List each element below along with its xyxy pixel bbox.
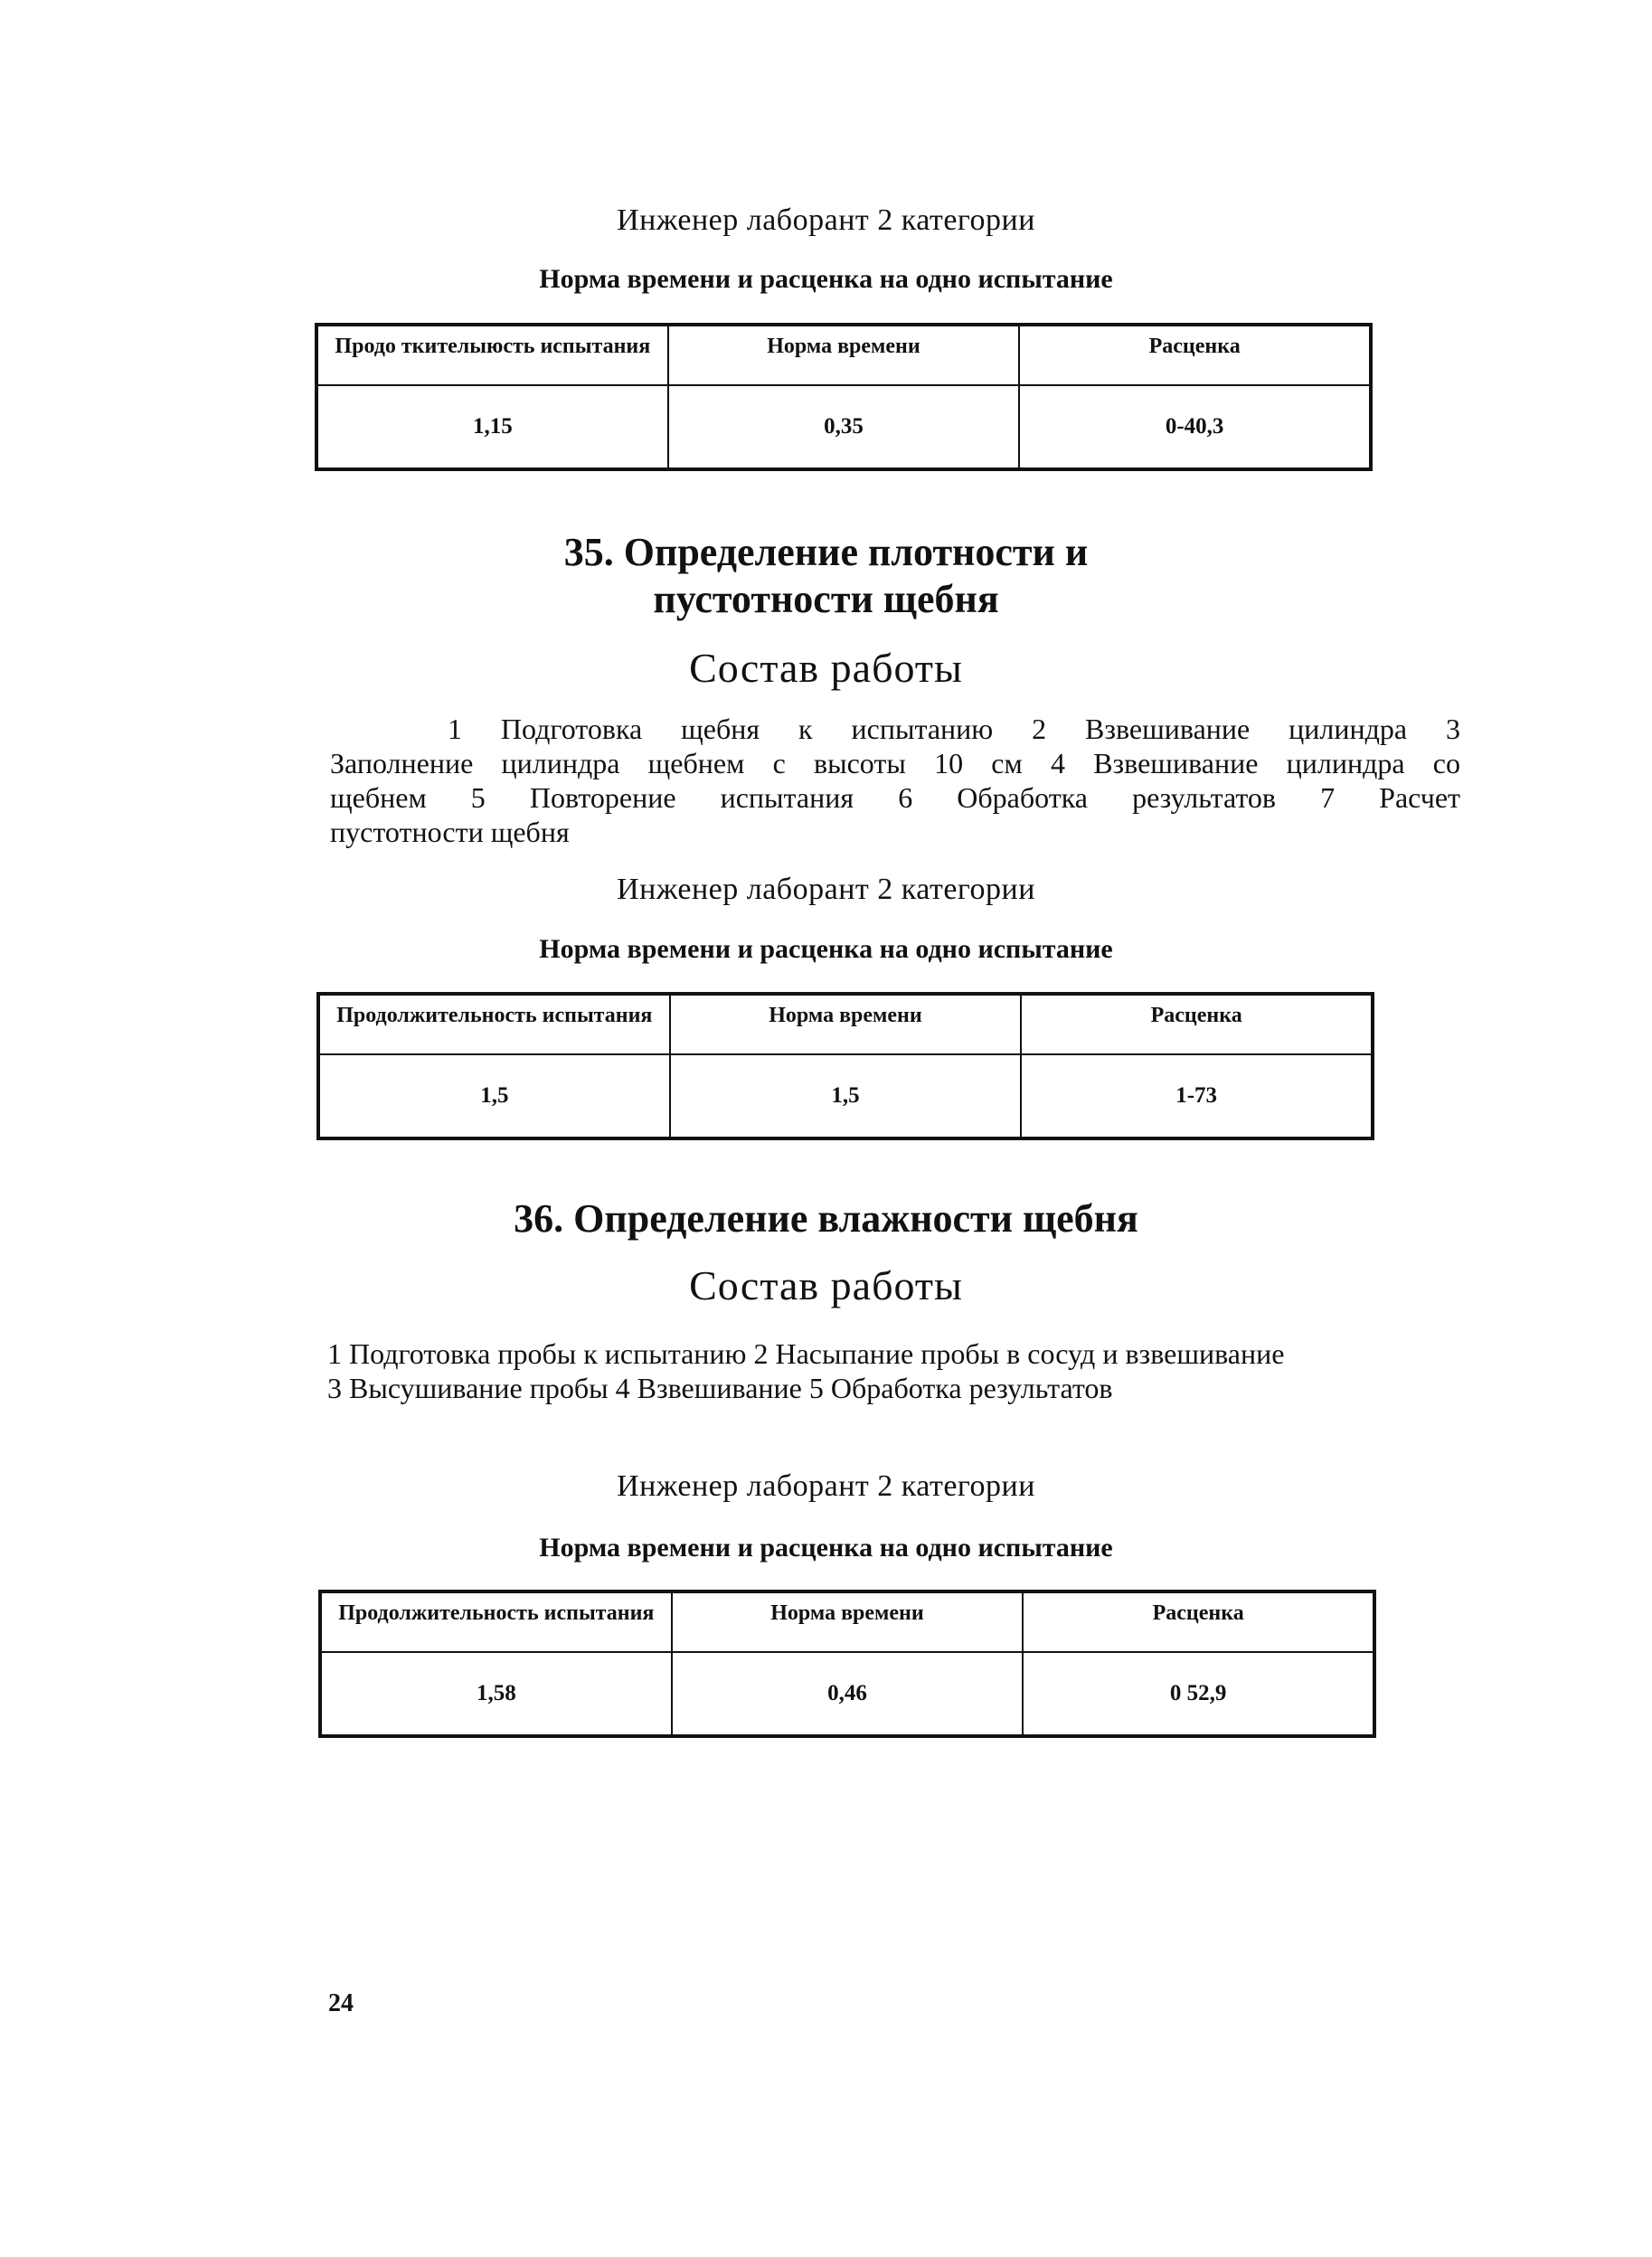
header-time-norm: Норма времени (670, 994, 1022, 1054)
role-line-2: Инженер лаборант 2 категории (617, 873, 1035, 906)
body-line: 1 Подготовка щебня к испытанию 2 Взвешивание цилиндра 3 (448, 713, 1460, 745)
section-36-title: 36. Определение влажности щебня (514, 1196, 1138, 1241)
header-duration: Продолжительность испытания (320, 1591, 672, 1652)
table-row (316, 385, 1371, 469)
norm-title-2: Норма времени и расценка на одно испытание (539, 934, 1113, 964)
norm-table-1 (315, 323, 1373, 471)
section-35-title-line2: пустотности щебня (653, 577, 999, 621)
section-35-body (330, 712, 1460, 849)
role-line-1: Инженер лаборант 2 категории (617, 203, 1035, 237)
norm-table-2 (316, 992, 1374, 1140)
section-36-sostav: Состав работы (689, 1262, 963, 1308)
header-duration: Продолжительность испытания (318, 994, 670, 1054)
cell-time-norm: 0,35 (668, 385, 1020, 469)
cell-duration: 1,58 (320, 1652, 672, 1736)
body-line: пустотности щебня (330, 816, 570, 848)
norm-table-3 (318, 1590, 1376, 1738)
body-line: Заполнение цилиндра щебнем с высоты 10 см 4 Взвешивание цилиндра со (330, 747, 1460, 779)
section-36-body (327, 1336, 1467, 1405)
page-number: 24 (328, 1989, 354, 2017)
cell-duration: 1,15 (316, 385, 668, 469)
header-rate: Расценка (1021, 994, 1373, 1054)
header-rate: Расценка (1023, 1591, 1374, 1652)
cell-rate: 0 52,9 (1023, 1652, 1374, 1736)
cell-rate: 0-40,3 (1019, 385, 1371, 469)
body-line: 3 Высушивание пробы 4 Взвешивание 5 Обработка результатов (327, 1372, 1113, 1404)
body-line: 1 Подготовка пробы к испытанию 2 Насыпание пробы в сосуд и взвешивание (327, 1337, 1285, 1370)
table-row (318, 1054, 1373, 1138)
role-line-3: Инженер лаборант 2 категории (617, 1469, 1035, 1503)
cell-time-norm: 1,5 (670, 1054, 1022, 1138)
cell-duration: 1,5 (318, 1054, 670, 1138)
cell-time-norm: 0,46 (672, 1652, 1024, 1736)
header-time-norm: Норма времени (668, 325, 1020, 385)
table-header-row (320, 1591, 1374, 1652)
table-header-row (316, 325, 1371, 385)
header-duration: Продо ткителыюсть испытания (316, 325, 668, 385)
header-rate: Расценка (1019, 325, 1371, 385)
section-35-title-line1: 35. Определение плотности и (563, 530, 1089, 574)
cell-rate: 1-73 (1021, 1054, 1373, 1138)
header-time-norm: Норма времени (672, 1591, 1024, 1652)
body-line: щебнем 5 Повторение испытания 6 Обработка результатов 7 Расчет (330, 781, 1460, 814)
norm-title-1: Норма времени и расценка на одно испытание (539, 264, 1113, 294)
section-35-sostav: Состав работы (689, 645, 963, 691)
table-header-row (318, 994, 1373, 1054)
table-row (320, 1652, 1374, 1736)
norm-title-3: Норма времени и расценка на одно испытание (539, 1533, 1113, 1563)
